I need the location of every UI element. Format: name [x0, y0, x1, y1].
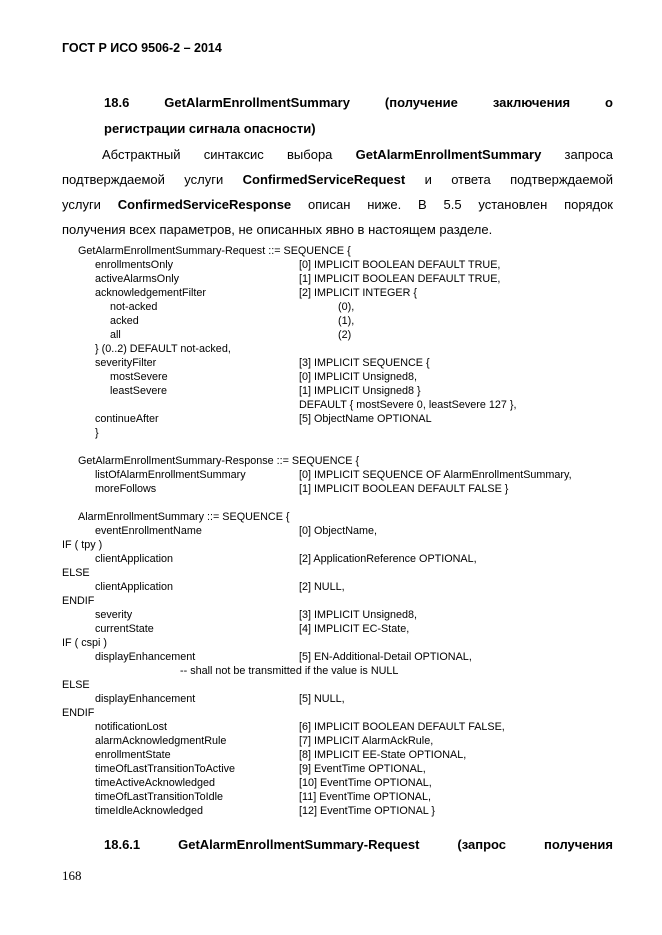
code-type: [0] IMPLICIT SEQUENCE OF AlarmEnrollmentSummary,: [299, 469, 572, 481]
code-line: currentState: [95, 623, 154, 635]
code-type: DEFAULT { mostSevere 0, leastSevere 127 },: [299, 399, 517, 411]
code-line: alarmAcknowledgmentRule: [95, 735, 227, 747]
code-type: [7] IMPLICIT AlarmAckRule,: [299, 735, 434, 747]
code-line: mostSevere: [110, 371, 168, 383]
code-line: enrollmentsOnly: [95, 259, 174, 271]
section-title-line1: 18.6 GetAlarmEnrollmentSummary (получение заключения о: [104, 95, 613, 110]
code-type: [1] IMPLICIT BOOLEAN DEFAULT FALSE }: [299, 483, 509, 495]
code-line: all: [110, 329, 121, 341]
code-type: [3] IMPLICIT SEQUENCE {: [299, 357, 430, 369]
intro-line-1: [62, 142, 613, 167]
intro-term: ConfirmedServiceRequest: [242, 172, 406, 187]
code-type: [0] ObjectName,: [299, 525, 378, 537]
intro-line-2: [62, 167, 613, 192]
intro-text: подтверждаемой услуги: [62, 172, 243, 187]
intro-text: услуги: [62, 197, 118, 212]
code-value: (1),: [338, 315, 355, 327]
code-line: ENDIF: [62, 595, 95, 607]
code-line: -- shall not be transmitted if the value is NULL: [180, 665, 399, 677]
code-line: AlarmEnrollmentSummary ::= SEQUENCE {: [78, 511, 290, 523]
code-type: [12] EventTime OPTIONAL }: [299, 805, 436, 817]
code-type: [0] IMPLICIT Unsigned8,: [299, 371, 418, 383]
intro-line-4: получения всех параметров, не описанных явно в настоящем разделе.: [62, 222, 493, 237]
code-value: (2): [338, 329, 352, 341]
code-value: (0),: [338, 301, 355, 313]
code-line: continueAfter: [95, 413, 159, 425]
code-line: displayEnhancement: [95, 693, 196, 705]
intro-line-3: [62, 192, 613, 217]
code-line: timeIdleAcknowledged: [95, 805, 204, 817]
code-line: activeAlarmsOnly: [95, 273, 179, 285]
code-line: notificationLost: [95, 721, 168, 733]
intro-text: Абстрактный синтаксис выбора: [102, 147, 356, 162]
code-type: [2] IMPLICIT INTEGER {: [299, 287, 417, 299]
code-line: clientApplication: [95, 553, 174, 565]
code-line: moreFollows: [95, 483, 157, 495]
code-line: displayEnhancement: [95, 651, 196, 663]
code-line: timeOfLastTransitionToActive: [95, 763, 236, 775]
code-type: [1] IMPLICIT BOOLEAN DEFAULT TRUE,: [299, 273, 501, 285]
page-number: 168: [62, 868, 82, 883]
code-line: }: [95, 427, 99, 439]
code-line: severityFilter: [95, 357, 157, 369]
code-line: timeOfLastTransitionToIdle: [95, 791, 224, 803]
code-line: IF ( tpy ): [62, 539, 103, 551]
code-line: } (0..2) DEFAULT not-acked,: [95, 343, 231, 355]
code-line: clientApplication: [95, 581, 174, 593]
code-line: acked: [110, 315, 139, 327]
code-type: [11] EventTime OPTIONAL,: [299, 791, 432, 803]
code-line: listOfAlarmEnrollmentSummary: [95, 469, 246, 481]
code-line: leastSevere: [110, 385, 168, 397]
code-line: enrollmentState: [95, 749, 171, 761]
code-type: [6] IMPLICIT BOOLEAN DEFAULT FALSE,: [299, 721, 505, 733]
intro-term: GetAlarmEnrollmentSummary: [355, 147, 542, 162]
code-line: GetAlarmEnrollmentSummary-Response ::= SEQUENCE {: [78, 455, 360, 467]
code-type: [10] EventTime OPTIONAL,: [299, 777, 432, 789]
code-line: not-acked: [110, 301, 158, 313]
code-line: IF ( cspi ): [62, 637, 107, 649]
code-type: [4] IMPLICIT EC-State,: [299, 623, 410, 635]
code-type: [1] IMPLICIT Unsigned8 }: [299, 385, 421, 397]
code-type: [3] IMPLICIT Unsigned8,: [299, 609, 418, 621]
code-line: acknowledgementFilter: [95, 287, 207, 299]
intro-text: описан ниже. В 5.5 установлен порядок: [291, 197, 613, 212]
intro-text: запроса: [541, 147, 613, 162]
code-line: timeActiveAcknowledged: [95, 777, 216, 789]
code-type: [5] NULL,: [299, 693, 345, 705]
code-line: ELSE: [62, 567, 90, 579]
document-header: ГОСТ Р ИСО 9506-2 – 2014: [62, 41, 222, 55]
code-type: [0] IMPLICIT BOOLEAN DEFAULT TRUE,: [299, 259, 501, 271]
intro-text: и ответа подтверждаемой: [405, 172, 613, 187]
subsection-title: 18.6.1 GetAlarmEnrollmentSummary-Request (запрос получения: [104, 837, 613, 852]
section-title-line2: регистрации сигнала опасности): [104, 121, 316, 136]
code-line: GetAlarmEnrollmentSummary-Request ::= SEQUENCE {: [78, 245, 351, 257]
code-line: eventEnrollmentName: [95, 525, 202, 537]
code-type: [9] EventTime OPTIONAL,: [299, 763, 426, 775]
code-line: ENDIF: [62, 707, 95, 719]
code-type: [5] ObjectName OPTIONAL: [299, 413, 432, 425]
intro-term: ConfirmedServiceResponse: [117, 197, 292, 212]
code-type: [5] EN-Additional-Detail OPTIONAL,: [299, 651, 472, 663]
code-line: severity: [95, 609, 133, 621]
code-type: [2] NULL,: [299, 581, 345, 593]
code-type: [8] IMPLICIT EE-State OPTIONAL,: [299, 749, 467, 761]
code-type: [2] ApplicationReference OPTIONAL,: [299, 553, 477, 565]
code-line: ELSE: [62, 679, 90, 691]
